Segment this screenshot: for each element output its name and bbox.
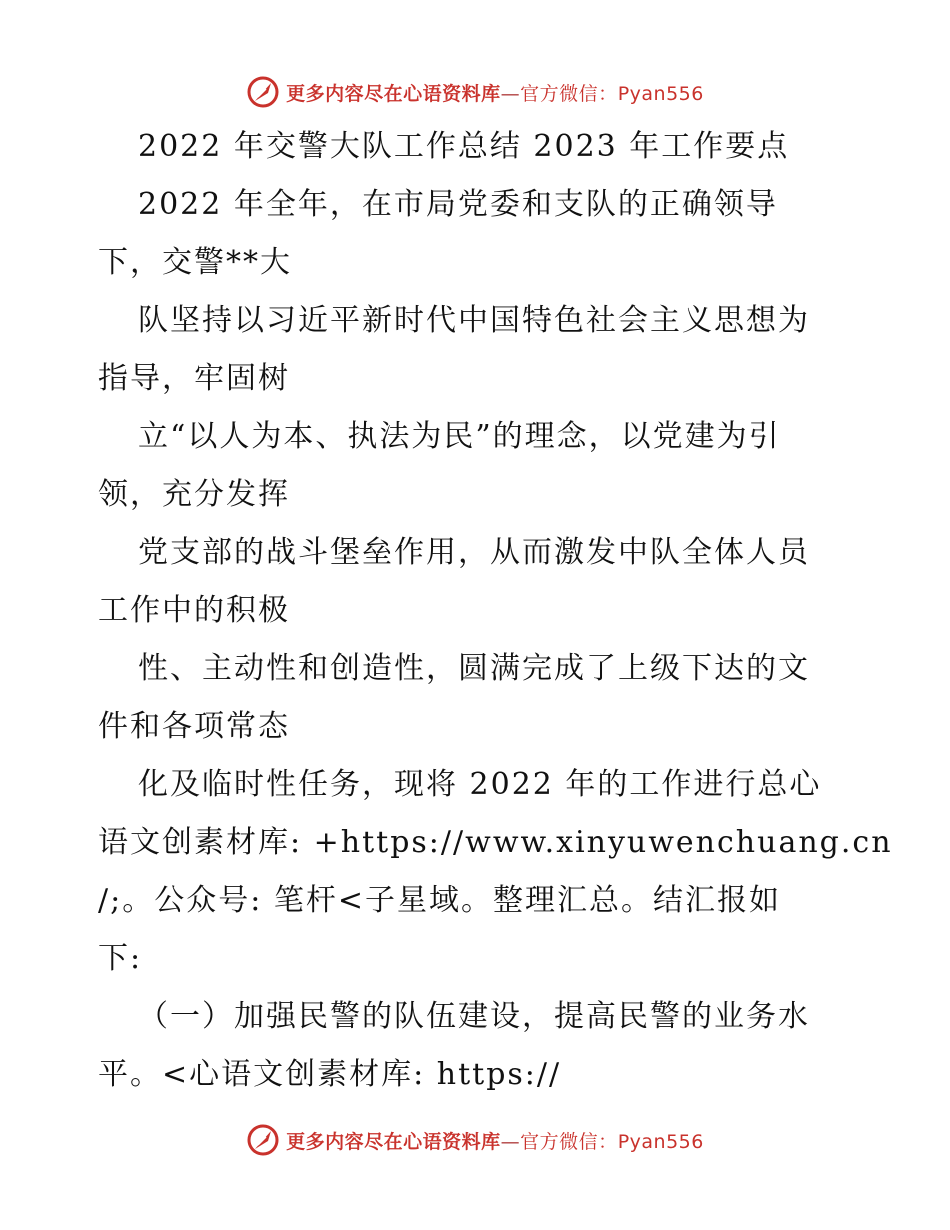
body-line: 领，充分发挥 (98, 477, 290, 512)
footer-separator: — (500, 1130, 521, 1153)
body-line: 下: (98, 941, 143, 976)
body-line: 2022 年全年，在市局党委和支队的正确领导 (138, 187, 778, 222)
footer-banner-text (286, 1127, 704, 1154)
document-body (98, 118, 893, 1104)
body-line: 性、主动性和创造性，圆满完成了上级下达的文 (138, 651, 810, 686)
body-line: 语文创素材库: +https://www.xinyuwenchuang.cn (98, 825, 893, 860)
header-separator: — (500, 82, 521, 105)
footer-watermark-banner (0, 1118, 950, 1162)
body-line: 立“以人为本、执法为民”的理念，以党建为引 (138, 419, 781, 454)
feather-circle-icon (246, 75, 280, 109)
body-line: 指导，牢固树 (98, 361, 290, 396)
footer-wechat-id: Pyan556 (617, 1130, 704, 1153)
footer-brand-text: 更多内容尽在心语资料库 (286, 1130, 501, 1153)
footer-official-label: 官方微信： (520, 1130, 618, 1153)
body-line: 队坚持以习近平新时代中国特色社会主义思想为 (138, 303, 810, 338)
header-wechat-id: Pyan556 (617, 82, 704, 105)
header-watermark-banner (0, 70, 950, 114)
body-line: 下，交警**大 (98, 245, 292, 280)
body-line: 件和各项常态 (98, 709, 290, 744)
section-heading-line: （一）加强民警的队伍建设，提高民警的业务水 (138, 999, 810, 1034)
header-brand-text: 更多内容尽在心语资料库 (286, 82, 501, 105)
document-title-line: 2022 年交警大队工作总结 2023 年工作要点 (138, 129, 790, 164)
header-banner-text (286, 79, 704, 106)
body-line: 党支部的战斗堡垒作用，从而激发中队全体人员 (138, 535, 810, 570)
header-official-label: 官方微信： (520, 82, 618, 105)
body-line: /;。公众号: 笔杆<子星域。整理汇总。结汇报如 (98, 883, 781, 918)
body-line: 化及临时性任务，现将 2022 年的工作进行总心 (138, 767, 822, 802)
feather-circle-icon (246, 1123, 280, 1157)
body-line: 平。<心语文创素材库: https:// (98, 1057, 562, 1092)
body-line: 工作中的积极 (98, 593, 290, 628)
